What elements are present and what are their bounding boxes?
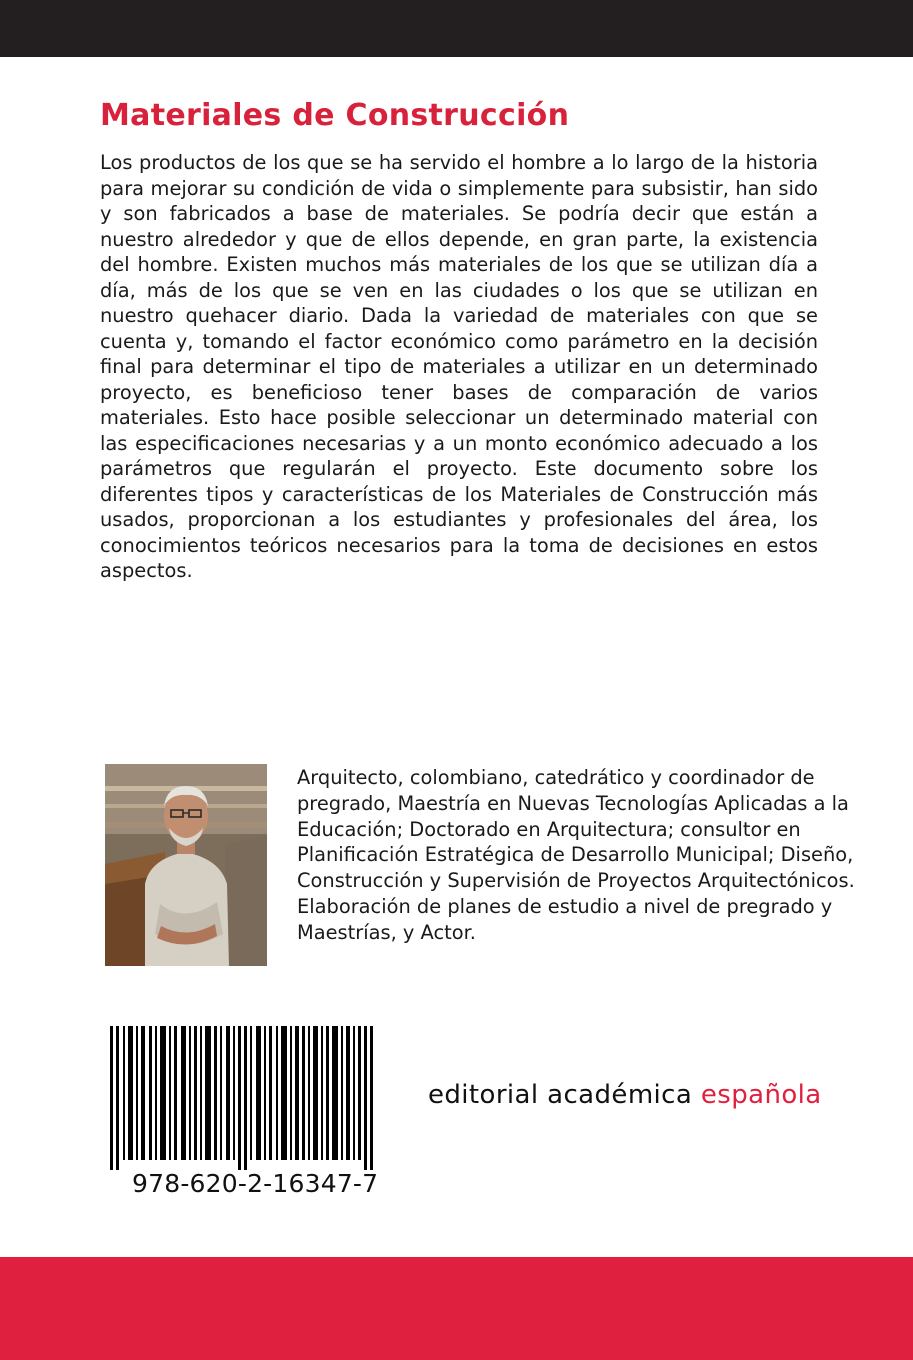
isbn-barcode <box>110 1026 376 1170</box>
book-description: Los productos de los que se ha servido el hombre a lo largo de la historia para mejorar su condición de vida o simplemente para subsistir, han sido y son fabricados a base de materiales. Se podría decir que están a nuestro alrededor y que de ellos depende, en gran parte, la existencia del hombre. Existen muchos más materiales de los que se utilizan día a día, más de los que se ven en las ciudades o los que se utilizan en nuestro quehacer diario. Dada la variedad de materiales con que se cuenta y, tomando el factor económico como parámetro en la decisión final para determinar el tipo de materiales a utilizar en un determinado proyecto, es beneficioso tener bases de comparación de varios materiales. Esto hace posible seleccionar un determinado material con las especificaciones necesarias y a un monto económico adecuado a los parámetros que regularán el proyecto. Este documento sobre los diferentes tipos y características de los Materiales de Construcción más usados, proporcionan a los estudiantes y profesionales del área, los conocimientos teóricos necesarios para la toma de decisiones en estos aspectos. <box>100 151 818 582</box>
publisher-name-accent: española <box>700 1080 822 1110</box>
isbn-number: 978-620-2-16347-7 <box>132 1169 379 1198</box>
book-title: Materiales de Construcción <box>100 98 570 133</box>
author-photo <box>105 764 267 966</box>
publisher-logo <box>428 1077 822 1113</box>
bottom-band <box>0 1257 913 1360</box>
top-band <box>0 0 913 57</box>
author-bio: Arquitecto, colombiano, catedrático y coordinador de pregrado, Maestría en Nuevas Tecnologías Aplicadas a la Educación; Doctorado en Arquitectura; consultor en Planificación Estratégica de Desarrollo Municipal; Diseño, Construcción y Supervisión de Proyectos Arquitectónicos. Elaboración de planes de estudio a nivel de pregrado y Maestrías, y Actor. <box>297 766 855 944</box>
publisher-name: editorial académica <box>428 1080 693 1110</box>
